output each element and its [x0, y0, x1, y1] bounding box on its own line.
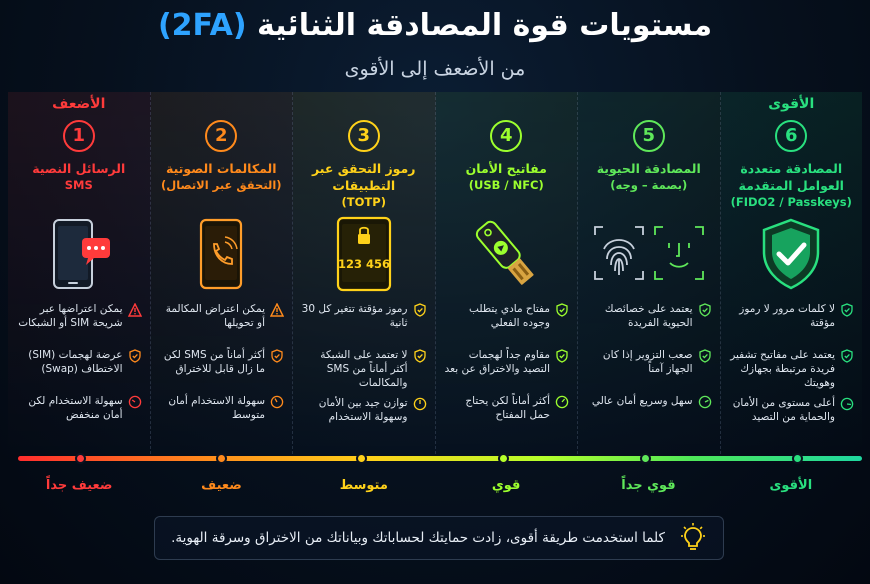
page-subtitle: من الأضعف إلى الأقوى	[344, 58, 526, 80]
method-name	[442, 160, 572, 212]
warning-triangle-icon	[270, 303, 284, 317]
gauge-icon	[270, 395, 284, 409]
method-subtitle: (USB / NFC)	[468, 178, 544, 192]
scale-dot-1	[75, 453, 86, 464]
phone-sms-icon	[14, 212, 144, 296]
bullet-text: مقاوم جداً لهجمات التصيد والاختراق عن بعد	[444, 349, 550, 375]
gauge-icon	[555, 395, 569, 409]
bullet-text: سهل وسريع أمان عالي	[591, 395, 693, 407]
bullet-item	[16, 302, 142, 342]
bullet-item	[159, 302, 285, 342]
method-subtitle: (بصمة – وجه)	[610, 178, 688, 192]
method-title: المصادقة متعددة العوامل المتقدمة	[738, 161, 844, 193]
bullet-text: صعب التزوير إذا كان الجهاز آمناً	[602, 349, 693, 375]
bullet-item	[16, 348, 142, 388]
gauge-icon	[413, 397, 427, 411]
method-name	[299, 160, 429, 212]
method-column-totp	[293, 92, 436, 454]
page-title	[0, 8, 870, 43]
bullet-item	[16, 394, 142, 434]
shield-icon	[840, 349, 854, 363]
bullet-item	[159, 394, 285, 434]
gauge-icon	[840, 397, 854, 411]
bullet-text: رموز مؤقتة تتغير كل 30 ثانية	[301, 303, 408, 329]
strength-gradient-bar	[18, 456, 862, 461]
method-subtitle: (التحقق عبر الاتصال)	[160, 178, 282, 192]
lightbulb-icon	[679, 523, 707, 553]
shield-icon	[270, 349, 284, 363]
bullet-item	[159, 348, 285, 388]
bullet-text: يمكن اعتراضها عبر شريحة SIM أو الشبكات	[18, 303, 123, 329]
method-title: المكالمات الصوتية	[165, 161, 277, 176]
bullet-item	[301, 396, 427, 436]
tip-box	[154, 516, 724, 560]
rank-label	[157, 92, 287, 118]
shield-icon	[555, 303, 569, 317]
bullet-item	[586, 348, 712, 388]
method-name	[727, 160, 857, 212]
scale-dot-4	[498, 453, 509, 464]
method-column-security-key	[436, 92, 579, 454]
method-subtitle: (TOTP)	[341, 195, 386, 209]
method-title: الرسائل النصية	[32, 161, 126, 176]
level-label: متوسط	[339, 478, 388, 493]
scale-dot-6	[792, 453, 803, 464]
tip-text: كلما استخدمت طريقة أقوى، زادت حمايتك لحساباتك وبياناتك من الاختراق وسرقة الهوية.	[171, 530, 665, 546]
bullet-item	[444, 348, 570, 388]
method-number: 5	[633, 120, 665, 152]
shield-icon	[128, 349, 142, 363]
gauge-icon	[698, 395, 712, 409]
fingerprint-face-id-icon	[584, 212, 714, 296]
bullet-text: يعتمد على مفاتيح تشفير فريدة مرتبطة بجهازك وهويتك	[730, 349, 835, 389]
method-name	[14, 160, 144, 212]
method-number: 2	[205, 120, 237, 152]
bullet-text: سهولة الاستخدام لكن أمان منخفض	[28, 395, 123, 421]
bullet-text: يعتمد على خصائصك الحيوية الفريدة	[604, 303, 693, 329]
level-label: قوي جداً	[621, 478, 676, 493]
bullet-item	[444, 394, 570, 434]
scale-dot-2	[216, 453, 227, 464]
shield-icon	[698, 303, 712, 317]
method-column-voice	[151, 92, 294, 454]
strength-scale	[18, 453, 862, 465]
method-subtitle: SMS	[64, 178, 93, 192]
method-name	[157, 160, 287, 212]
bullet-text: أكثر أماناً لكن يحتاج حمل المفتاح	[465, 395, 550, 421]
shield-icon	[555, 349, 569, 363]
method-title: مفاتيح الأمان	[465, 161, 547, 176]
bullet-text: لا كلمات مرور لا رموز مؤقتة	[739, 303, 835, 329]
bullet-item	[586, 394, 712, 434]
rank-label: الأقوى	[768, 96, 815, 112]
bullet-text: أعلى مستوى من الأمان والحماية من التصيد	[732, 397, 835, 423]
rank-label	[299, 92, 429, 118]
strength-levels	[8, 478, 862, 493]
rank-label: الأضعف	[52, 96, 106, 112]
method-column-biometric	[578, 92, 721, 454]
bullet-item	[729, 348, 855, 390]
phone-call-icon	[157, 212, 287, 296]
method-column-fido2	[721, 92, 863, 454]
shield-check-icon	[727, 212, 857, 296]
method-number: 6	[775, 120, 807, 152]
gauge-icon	[128, 395, 142, 409]
shield-icon	[413, 303, 427, 317]
bullet-item	[729, 396, 855, 436]
method-number: 3	[348, 120, 380, 152]
level-label: ضعيف جداً	[45, 478, 113, 493]
phone-lock-icon	[299, 212, 429, 296]
title-highlight: (2FA)	[157, 8, 247, 43]
scale-dot-3	[356, 453, 367, 464]
method-name	[584, 160, 714, 212]
bullet-text: سهولة الاستخدام أمان متوسط	[168, 395, 265, 421]
bullet-item	[301, 302, 427, 342]
bullet-item	[301, 348, 427, 390]
level-label: الأقوى	[769, 478, 813, 493]
rank-label	[584, 92, 714, 118]
method-title: المصادقة الحيوية	[596, 161, 701, 176]
title-main: مستويات قوة المصادقة الثنائية	[256, 8, 713, 43]
totp-code: 123 456	[337, 257, 390, 271]
rank-label	[442, 92, 572, 118]
method-column-sms	[8, 92, 151, 454]
method-number: 4	[490, 120, 522, 152]
method-title: رموز التحقق عبر التطبيقات	[312, 161, 416, 193]
warning-triangle-icon	[128, 303, 142, 317]
scale-dot-5	[640, 453, 651, 464]
bullet-text: عرضة لهجمات (SIM) الاختطاف (Swap)	[28, 349, 123, 375]
usb-key-icon	[442, 212, 572, 296]
bullet-text: مفتاح مادي يتطلب وجوده الفعلي	[469, 303, 550, 329]
methods-grid	[8, 92, 862, 454]
bullet-text: أكثر أماناً من SMS لكن ما زال قابل للاختراق	[163, 349, 265, 375]
bullet-text: توازن جيد بين الأمان وسهولة الاستخدام	[318, 397, 408, 423]
bullet-item	[444, 302, 570, 342]
method-subtitle: (FIDO2 / Passkeys)	[730, 195, 852, 209]
shield-icon	[840, 303, 854, 317]
bullet-text: لا تعتمد على الشبكة أكثر أماناً من SMS والمكالمات	[320, 349, 408, 389]
shield-icon	[413, 349, 427, 363]
level-label: قوي	[491, 478, 521, 493]
shield-icon	[698, 349, 712, 363]
bullet-item	[586, 302, 712, 342]
bullet-item	[729, 302, 855, 342]
level-label: ضعيف	[201, 478, 242, 493]
bullet-text: يمكن اعتراض المكالمة أو تحويلها	[165, 303, 265, 329]
method-number: 1	[63, 120, 95, 152]
